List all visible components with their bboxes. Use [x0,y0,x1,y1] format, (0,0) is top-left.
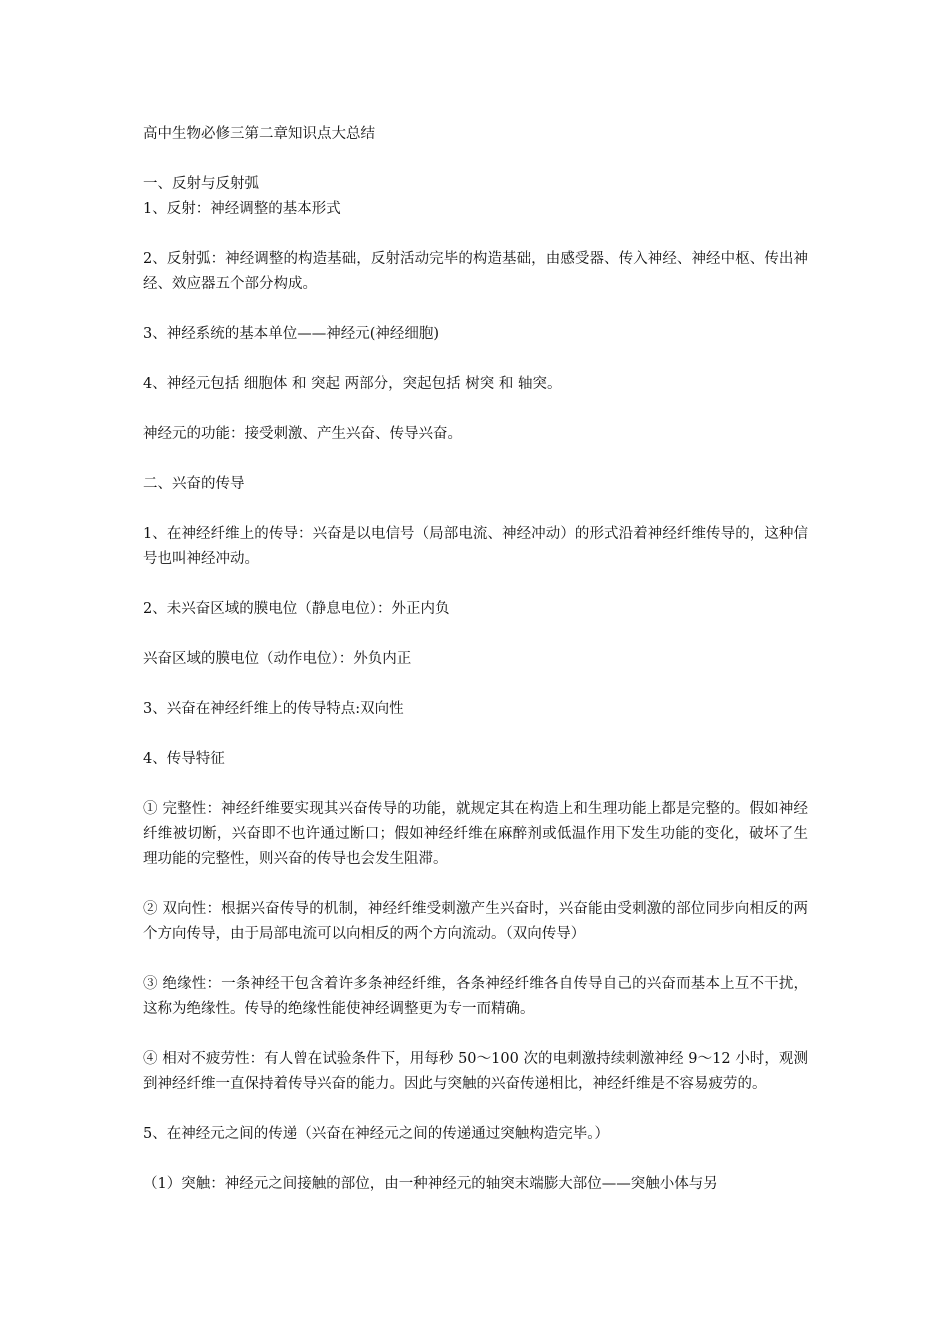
paragraph: 3、兴奋在神经纤维上的传导特点:双向性 [143,701,404,717]
paragraph: 4、传导特征 [143,751,225,767]
document-title: 高中生物必修三第二章知识点大总结 [143,126,375,142]
paragraph: ④ 相对不疲劳性：有人曾在试验条件下，用每秒 50～100 次的电刺激持续刺激神经 9～12 小时，观测到神经纤维一直保持着传导兴奋的能力。因此与突触的兴奋传递相比，神经纤维是不容易疲劳的。 [143,1051,808,1092]
section-heading-reflex: 一、反射与反射弧 [143,176,259,192]
paragraph: 兴奋区域的膜电位（动作电位）：外负内正 [143,651,412,667]
paragraph: ① 完整性：神经纤维要实现其兴奋传导的功能，就规定其在构造上和生理功能上都是完整的。假如神经纤维被切断，兴奋即不也许通过断口；假如神经纤维在麻醉剂或低温作用下发生功能的变化，破坏了生理功能的完整性，则兴奋的传导也会发生阻滞。 [143,801,808,867]
paragraph: （1）突触：神经元之间接触的部位，由一种神经元的轴突末端膨大部位——突触小体与另 [143,1176,718,1192]
paragraph: 2、未兴奋区域的膜电位（静息电位）：外正内负 [143,601,450,617]
section-heading-conduction: 二、兴奋的传导 [143,476,245,492]
paragraph: ③ 绝缘性：一条神经干包含着许多条神经纤维，各条神经纤维各自传导自己的兴奋而基本上互不干扰，这称为绝缘性。传导的绝缘性能使神经调整更为专一而精确。 [143,976,808,1017]
paragraph: ② 双向性：根据兴奋传导的机制，神经纤维受刺激产生兴奋时，兴奋能由受刺激的部位同步向相反的两个方向传导，由于局部电流可以向相反的两个方向流动。（双向传导） [143,901,808,942]
paragraph: 1、在神经纤维上的传导：兴奋是以电信号（局部电流、神经冲动）的形式沿着神经纤维传导的，这种信号也叫神经冲动。 [143,526,808,567]
paragraph: 2、反射弧：神经调整的构造基础，反射活动完毕的构造基础，由感受器、传入神经、神经中枢、传出神经、效应器五个部分构成。 [143,251,808,292]
paragraph: 1、反射：神经调整的基本形式 [143,201,341,217]
paragraph: 5、在神经元之间的传递（兴奋在神经元之间的传递通过突触构造完毕。） [143,1126,609,1142]
document-page [143,122,808,1197]
paragraph: 3、神经系统的基本单位——神经元(神经细胞) [143,326,440,342]
paragraph: 神经元的功能：接受刺激、产生兴奋、传导兴奋。 [143,426,462,442]
paragraph: 4、神经元包括 细胞体 和 突起 两部分，突起包括 树突 和 轴突。 [143,376,562,392]
